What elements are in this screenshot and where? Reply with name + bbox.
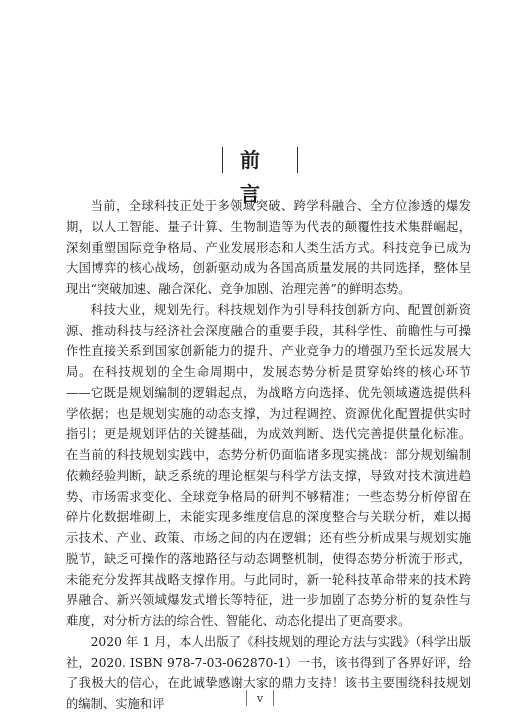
heading-char-2: 言 xyxy=(240,182,290,206)
paragraph-1: 当前，全球科技正处于多领域突破、跨学科融合、全方位渗透的爆发期，以人工智能、量子计算、生物制造等为代表的颠覆性技术集群崛起，深刻重塑国际竞争格局、产业发展形态和人类生活方式。科技竞争已成为大国博弈的核心战场，创新驱动成为各国高质量发展的共同选择，整体呈现出“突破加速、融合深化、竞争加剧、治理完善”的鲜明态势。 xyxy=(66,199,471,296)
heading-char-1: 前 xyxy=(240,148,290,172)
paragraph-3: 2020 年 1 月，本人出版了《科技规划的理论方法与实践》（科学出版社，2020. ISBN 978-7-03-062870-1）一书，该书得到了各界好评，给了我极大的信心，在此诚挚感谢大家的鼎力支持！该书主要围绕科技规划的编制、实施和评 xyxy=(66,634,471,711)
folio-right-rule xyxy=(273,690,274,706)
page-number xyxy=(0,690,520,706)
folio-left-rule xyxy=(246,690,247,706)
paragraph-2: 科技大业，规划先行。科技规划作为引导科技创新方向、配置创新资源、推动科技与经济社会深度融合的重要手段，其科学性、前瞻性与可操作性直接关系到国家创新能力的提升、产业竞争力的增强乃至长远发展大局。在科技规划的全生命周期中，发展态势分析是贯穿始终的核心环节——它既是规划编制的逻辑起点，为战略方向选择、优先领域遴选提供科学依据；也是规划实施的动态支撑，为过程调控、资源优化配置提供实时指引；更是规划评估的关键基础，为成效判断、迭代完善提供量化标准。在当前的科技规划实践中，态势分析仍面临诸多现实挑战：部分规划编制依赖经验判断，缺乏系统的理论框架与科学方法支撑，导致对技术演进趋势、市场需求变化、全球竞争格局的研判不够精准；一些态势分析停留在碎片化数据堆砌上，未能实现多维度信息的深度整合与关联分析，难以揭示技术、产业、政策、市场之间的内在逻辑；还有些分析成果与规划实施脱节，缺乏可操作的落地路径与动态调整机制，使得态势分析流于形式，未能充分发挥其战略支撑作用。与此同时，新一轮科技革命带来的技术跨界融合、新兴领域爆发式增长等特征，进一步加剧了态势分析的复杂性与难度，对分析方法的综合性、智能化、动态化提出了更高要求。 xyxy=(66,302,471,628)
body-text xyxy=(66,196,471,715)
page-number-text: v xyxy=(256,691,264,705)
